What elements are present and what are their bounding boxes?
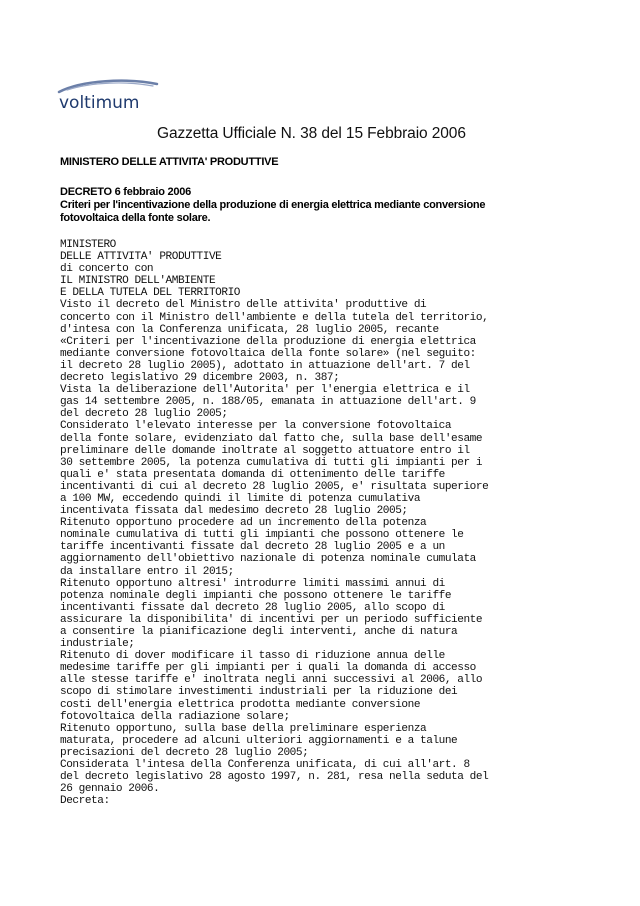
body-line: tariffe incentivanti fissate dal decreto 28 luglio 2005 e a un — [60, 541, 445, 554]
body-line: di concerto con — [60, 263, 154, 276]
decree-subject-line: fotovoltaica della fonte solare. — [60, 212, 211, 224]
body-line: Ritenuto opportuno, sulla base della preliminare esperienza — [60, 722, 427, 735]
body-line: del decreto legislativo 28 agosto 1997, n. 281, resa nella seduta del — [60, 771, 489, 784]
body-line: incentivanti di cui al decreto 28 luglio 2005, e' risultata superiore — [60, 480, 489, 493]
decree-body-text — [60, 239, 600, 807]
body-line: Considerata l'intesa della Conferenza unificata, di cui all'art. 8 — [60, 759, 470, 772]
body-line: industriale; — [60, 638, 135, 651]
body-line: quali e' stata presentata domanda di ottenimento delle tariffe — [60, 468, 445, 481]
body-line: concerto con il Ministro dell'ambiente e della tutela del territorio, — [60, 311, 489, 324]
body-line: del decreto 28 luglio 2005; — [60, 408, 228, 421]
body-line: Decreta: — [60, 795, 110, 808]
body-line: incentivata fissata dal medesimo decreto 28 luglio 2005; — [60, 505, 408, 518]
body-line: fotovoltaica della radiazione solare; — [60, 710, 290, 723]
body-line: DELLE ATTIVITA' PRODUTTIVE — [60, 251, 222, 264]
body-line: E DELLA TUTELA DEL TERRITORIO — [60, 287, 241, 300]
body-line: 26 gennaio 2006. — [60, 783, 160, 796]
body-line: 30 settembre 2005, la potenza cumulativa di tutti gli impianti per i — [60, 456, 483, 469]
body-line: Ritenuto opportuno altresi' introdurre limiti massimi annui di — [60, 577, 445, 590]
body-line: «Criteri per l'incentivazione della produzione di energia elettrica — [60, 335, 476, 348]
body-line: della fonte solare, evidenziato dal fatto che, sulla base dell'esame — [60, 432, 483, 445]
body-line: Visto il decreto del Ministro delle attivita' produttive di — [60, 299, 427, 312]
body-line: costi dell'energia elettrica prodotta mediante conversione — [60, 698, 421, 711]
decree-title: DECRETO 6 febbraio 2006 — [60, 186, 191, 198]
body-line: da installare entro il 2015; — [60, 565, 234, 578]
body-line: preliminare delle domande inoltrate al soggetto attuatore entro il — [60, 444, 470, 457]
body-line: Considerato l'elevato interesse per la conversione fotovoltaica — [60, 420, 452, 433]
body-line: IL MINISTRO DELL'AMBIENTE — [60, 275, 216, 288]
body-line: mediante conversione fotovoltaica della fonte solare» (nel seguito: — [60, 347, 476, 360]
body-line: aggiornamento dell'obiettivo nazionale di potenza nominale cumulata — [60, 553, 476, 566]
decree-subject-line: Criteri per l'incentivazione della produzione di energia elettrica mediante conversione — [60, 199, 486, 211]
body-line: scopo di stimolare investimenti industriali per la riduzione dei — [60, 686, 458, 699]
body-line: alle stesse tariffe e' inoltrata negli anni successivi al 2006, allo — [60, 674, 483, 687]
ministry-heading: MINISTERO DELLE ATTIVITA' PRODUTTIVE — [60, 156, 279, 168]
body-line: gas 14 settembre 2005, n. 188/05, emanata in attuazione dell'art. 9 — [60, 396, 476, 409]
body-line: precisazioni del decreto 28 luglio 2005; — [60, 746, 309, 759]
body-line: il decreto 28 luglio 2005), adottato in attuazione dell'art. 7 del — [60, 359, 470, 372]
voltimum-logo — [57, 78, 167, 112]
body-line: medesime tariffe per gli impianti per i quali la domanda di accesso — [60, 662, 476, 675]
body-line: a 100 MW, eccedendo quindi il limite di potenza cumulativa — [60, 492, 421, 505]
body-line: maturata, procedere ad alcuni ulteriori aggiornamenti e a talune — [60, 734, 458, 747]
decree-header — [60, 186, 530, 225]
body-line: incentivanti fissate dal decreto 28 luglio 2005, allo scopo di — [60, 601, 445, 614]
body-line: Vista la deliberazione dell'Autorita' per l'energia elettrica e il — [60, 384, 470, 397]
body-line: potenza nominale degli impianti che possono ottenere le tariffe — [60, 589, 452, 602]
body-line: d'intesa con la Conferenza unificata, 28 luglio 2005, recante — [60, 323, 439, 336]
body-line: decreto legislativo 29 dicembre 2003, n. 387; — [60, 372, 340, 385]
gazette-title: Gazzetta Ufficiale N. 38 del 15 Febbraio 2006 — [157, 125, 466, 142]
voltimum-swoosh-logo-icon — [57, 78, 167, 112]
body-line: assicurare la disponibilita' di incentivi per un periodo sufficiente — [60, 613, 483, 626]
body-line: MINISTERO — [60, 239, 116, 251]
body-line: Ritenuto di dover modificare il tasso di riduzione annua delle — [60, 650, 445, 663]
body-line: a consentire la pianificazione degli interventi, anche di natura — [60, 626, 458, 638]
logo-text: voltimum — [59, 93, 140, 112]
body-line: Ritenuto opportuno procedere ad un incremento della potenza — [60, 517, 427, 530]
body-line: nominale cumulativa di tutti gli impianti che possono ottenere le — [60, 529, 464, 542]
